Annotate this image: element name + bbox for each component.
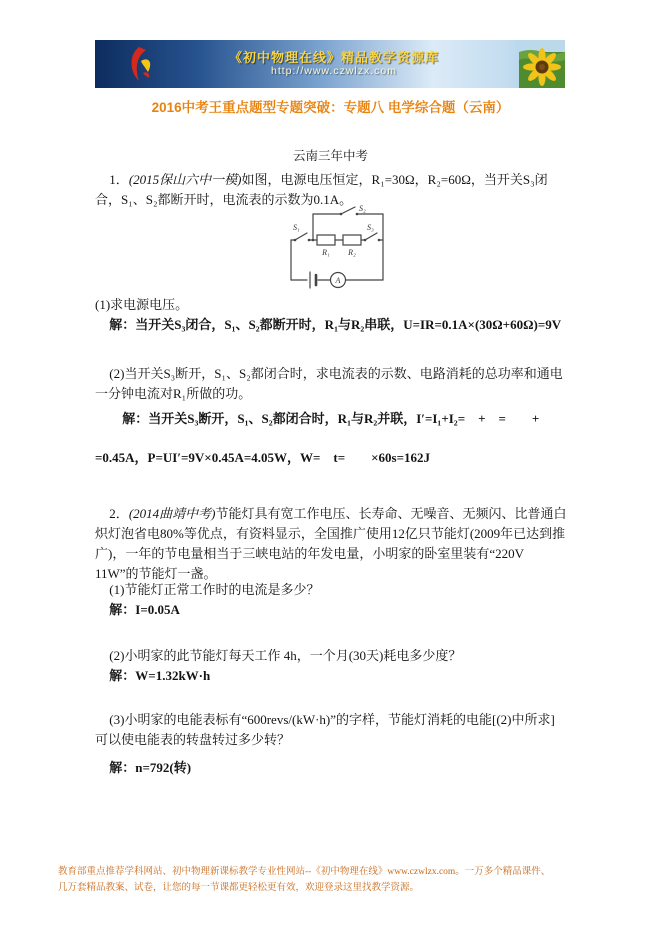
footer-line-1: 教育部重点推荐学科网站、初中物理新课标教学专业性网站--《初中物理在线》www.czwlzx.com。一万多个精品课件、 <box>58 867 551 877</box>
circuit-label-s1: S₁ <box>293 223 300 232</box>
section-heading: 云南三年中考 <box>292 149 368 163</box>
problem1-answer2-line1: 解：当开关S₃断开，S₁、S₂都闭合时，R₁与R₂并联，I′=I₁+I₂= + = + <box>122 411 540 426</box>
problem1-question1: (1)求电源电压。 <box>95 297 189 312</box>
problem2-answer2: 解：W=1.32kW·h <box>109 668 211 683</box>
circuit-diagram <box>283 202 391 290</box>
problem2-answer3: 解：n=792(转) <box>109 760 192 775</box>
problem1-source: (2015保山六中一模) <box>128 172 242 187</box>
page-footer <box>58 864 606 896</box>
site-logo-icon <box>125 45 155 83</box>
problem1-answer2-line2: =0.45A，P=UI′=9V×0.45A=4.05W，W= t= ×60s=162J <box>95 450 431 465</box>
header-banner <box>95 40 565 88</box>
problem1-answer1: 解：当开关S₃闭合，S₁、S₂都断开时，R₁与R₂串联，U=IR=0.1A×(30Ω+60Ω)=9V <box>109 317 562 332</box>
banner-site-title: 《初中物理在线》精品教学资源库 <box>228 49 439 65</box>
circuit-label-s3: S₃ <box>367 223 374 232</box>
sunflower-image <box>519 40 565 88</box>
problem2-question3: (3)小明家的电能表标有“600revs/(kW·h)”的字样，节能灯消耗的电能[(2)中所求]可以使电能表的转盘转过多少转？ <box>95 712 555 747</box>
circuit-label-r1: R₁ <box>322 248 330 257</box>
problem1-question2: (2)当开关S₃断开，S₁、S₂都闭合时，求电流表的示数、电路消耗的总功率和通电一分钟电流对R₁所做的功。 <box>95 366 563 401</box>
problem1-statement-text: 如图，电源电压恒定，R₁=30Ω，R₂=60Ω，当开关S₃闭合，S₁、S₂都断开时，电流表的示数为0.1A。 <box>95 172 548 207</box>
problem2-statement <box>95 504 567 584</box>
problem2-answer1: 解：I=0.05A <box>109 602 180 617</box>
circuit-ammeter-label: A <box>335 276 341 285</box>
problem2-statement-text: 节能灯具有宽工作电压、长寿命、无噪音、无频闪、比普通白炽灯泡省电80%等优点，有资料显示，全国推广使用12亿只节能灯(2009年已达到推广)，一年的节电量相当于三峡电站的年发电量，小明家的卧室里装有“220V 11W”的节能灯一盏。 <box>95 506 567 581</box>
page-title: 2016中考王重点题型专题突破：专题八 电学综合题（云南） <box>151 100 510 115</box>
problem2-source: (2014曲靖中考) <box>128 506 216 521</box>
problem2-number: 2． <box>109 506 129 521</box>
problem1-number: 1． <box>109 172 129 187</box>
problem2-question1: (1)节能灯正常工作时的电流是多少？ <box>109 582 320 597</box>
footer-line-2: 几万套精品教案、试卷，让您的每一节课都更轻松更有效，欢迎登录这里找教学资源。 <box>58 883 420 893</box>
banner-site-url: http://www.czwlzx.com <box>270 65 398 78</box>
circuit-label-r2: R₂ <box>348 248 356 257</box>
banner-text-block <box>155 51 519 78</box>
problem2-question2: (2)小明家的此节能灯每天工作 4h，一个月(30天)耗电多少度？ <box>109 648 462 663</box>
circuit-label-s2: S₂ <box>359 204 366 213</box>
